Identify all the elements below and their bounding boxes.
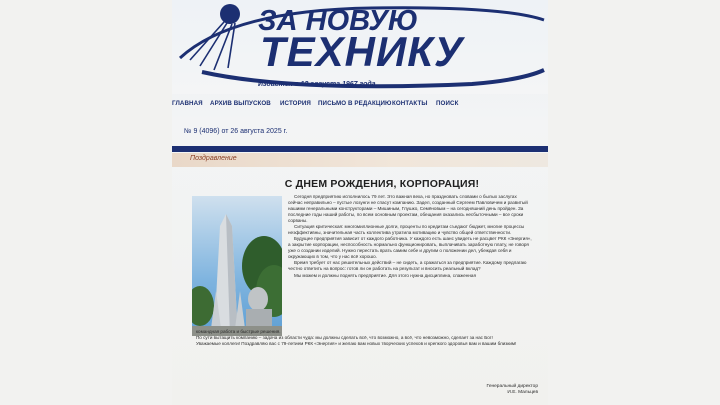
nav-home[interactable]: ГЛАВНАЯ [172,100,203,107]
signature-title: Генеральный директор [486,384,538,389]
nav-search[interactable]: ПОИСК [436,100,459,107]
article-continuation [196,329,532,347]
article-paragraph: Сегодня предприятию исполнилось 79 лет. Это важная веха, но праздновать словами о былых заслугах сейчас неправильно – пустые лозунги не спасут компанию. Задел, созданный Сергеем Павловичем и развитый нашими генеральными конструкторами – Мишиным, Глушко, Семёновым – на сегодняшний день пройден. За последние годы наший работы, по всем основным проектам, обещания оказались несбыточными – все сроки сорваны. [288,194,528,223]
header-rule [172,146,548,152]
newspaper-page [172,0,548,405]
nav-archive[interactable]: АРХИВ ВЫПУСКОВ [210,100,271,107]
article-paragraph: Ситуация критическая: многомиллионные долги, проценты по кредитам съедают бюджет, многие процессы неэффективны, значительная часть коллектива утратила мотивацию и чувство общей ответственности. [288,224,525,235]
masthead-logo [172,0,548,94]
monument-photo [192,196,282,336]
nav-contacts[interactable]: КОНТАКТЫ [392,100,428,107]
masthead-title-line2: ТЕХНИКУ [260,28,464,75]
main-nav [172,100,548,112]
signature [468,384,538,396]
article-paragraph: По сути вытащить компанию – задача из области чуда: мы должны сделать всё, что возможно, а всё, что невозможно, сделает за нас Бог! [196,334,493,340]
signature-name: И.Е. Мальцев [507,390,538,395]
article-paragraph: Будущее предприятия зависит от каждого работника. У каждого есть шанс увидеть не расцвет РКК «Энергия», а закрытие корпорации, неспособность нормально функционировать, выплачивать заработную плату, не говоря уже о создании изделий. Нужно перестать врать самим себе и другим о положении дел, убеждая себя и окружающих в том, что у нас всё хорошо. [288,236,532,260]
article-body [288,194,532,279]
masthead-title-line1: ЗА НОВУЮ [258,5,419,37]
article-paragraph: Мы можем и должны поднять предприятие. Для этого нужна дисциплина, слаженная [294,272,476,278]
nav-letter[interactable]: ПИСЬМО В РЕДАКЦИЮ [318,100,392,107]
article-headline: С ДНЕМ РОЖДЕНИЯ, КОРПОРАЦИЯ! [284,178,480,190]
left-margin [0,0,172,405]
article-paragraph: Уважаемые коллеги! Поздравляю вас с 79-летием РКК «Энергия» и желаю вам новых творческих успехов и крепкого здоровья вам и вашим близким! [196,340,517,346]
article-paragraph: Время требует от нас решительных действий – не сидеть, а сражаться за предприятие. Каждому предлагаю честно ответить на вопрос: готов ли он работать на результат и вносить реальный вклад? [288,260,527,272]
issue-line: № 9 (4096) от 26 августа 2025 г. [184,128,288,135]
right-margin [548,0,720,405]
section-bar [172,153,548,167]
article-paragraph: командная работа и быстрые решения. [196,329,281,334]
section-label: Поздравление [190,155,237,162]
nav-history[interactable]: ИСТОРИЯ [280,100,311,107]
masthead-subtitle: Издается с 12 августа 1967 года [258,81,376,88]
